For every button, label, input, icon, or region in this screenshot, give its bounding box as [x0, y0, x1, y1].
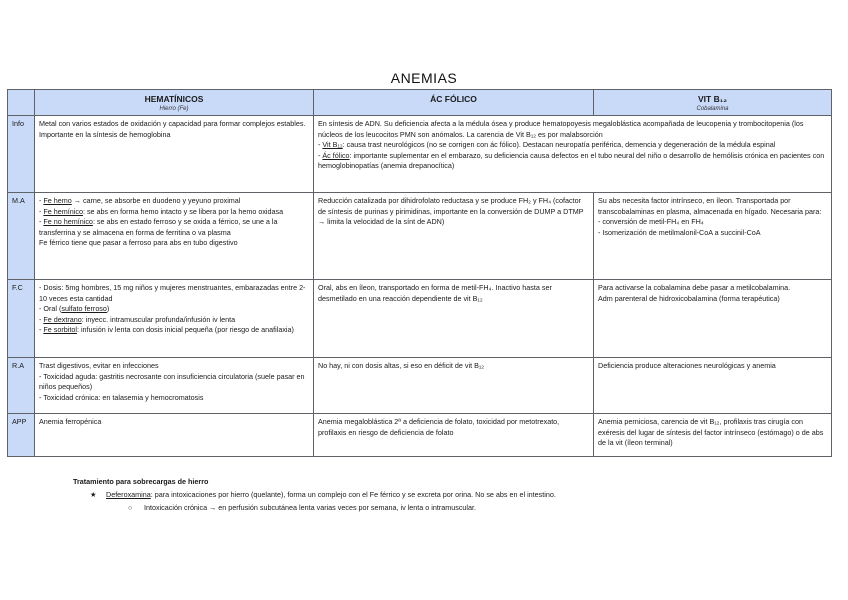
fc-fe-oral: - Oral (sulfato ferroso) — [39, 304, 110, 313]
header-hematinicos — [35, 90, 314, 116]
cell-app-fe: Anemia ferropénica — [35, 414, 314, 457]
fc-b12-line-1: Para activarse la cobalamina debe pasar a metilcobalamina. — [598, 283, 791, 292]
ra-fe-line-1: Trast digestivos, evitar en infecciones — [39, 361, 159, 370]
ma-fe-hemico: - Fe hemínico: se abs en forma hemo intacto y se libera por la hemo oxidasa — [39, 206, 284, 216]
ma-fe-ferrico: Fe férrico tiene que pasar a ferroso para abs en tubo digestivo — [39, 238, 238, 247]
cell-ma-fe — [35, 193, 314, 280]
row-label-ma: M.A — [8, 193, 35, 280]
ma-fe-nohemico: - Fe no hemínico: se abs en estado ferroso y se oxida a férrico, se une a la transferrina y se almacena en forma de ferritina o va plasma — [39, 217, 278, 237]
table-row-app — [8, 414, 832, 457]
header-vitb12-sub: Cobalamina — [696, 106, 729, 112]
ra-fe-line-3: - Toxicidad crónica: en talasemia y hemocromatosis — [39, 392, 204, 402]
page-title: ANEMIAS — [390, 70, 458, 86]
corner-cell — [8, 90, 35, 116]
table-row-fc — [8, 280, 832, 358]
intoxicacion-text: Intoxicación crónica → en perfusión subcutánea lenta varias veces por semana, iv lenta o intramuscular. — [144, 503, 477, 512]
table-header-row — [8, 90, 832, 116]
deferoxamina-text: : para intoxicaciones por hierro (quelante), forma un complejo con el Fe férrico y se excreta por orina. No se abs en el intestino. — [150, 490, 556, 499]
cell-info-fe: Metal con varios estados de oxidación y capacidad para formar complejos estables. Importante en la síntesis de hemoglobina — [35, 116, 314, 193]
circle-bullet-icon: ○ — [128, 503, 133, 512]
fc-b12-line-2: Adm parenteral de hidroxicobalamina (forma terapéutica) — [598, 293, 780, 303]
cell-ma-folico: Reducción catalizada por dihidrofolato reductasa y se produce FH₂ y FH₄ (cofactor de síntesis de purinas y pirimidinas, importante en la conversión de DUMP a DTMP → limita la velocidad de la sínt de ADN) — [314, 193, 594, 280]
footer-subbullet-intoxicacion — [73, 502, 813, 513]
cell-fc-b12 — [594, 280, 832, 358]
fc-fe-dosis: - Dosis: 5mg hombres, 15 mg niños y mujeres menstruantes, embarazadas entre 2-10 veces esta cantidad — [39, 283, 306, 303]
info-folico-af: - Ác fólico: importante suplementar en el embarazo, su deficiencia causa defectos en el tubo neural del niño o desarrollo de hemólisis crónica en pacientes con hemoglobinopatías (anemia drepanocítica) — [318, 150, 825, 170]
header-vitb12 — [594, 90, 832, 116]
fc-fe-sorbitol: - Fe sorbitol: infusión iv lenta con dosis inicial pequeña (por riesgo de anafilaxia) — [39, 325, 294, 334]
deferoxamina-term: Deferoxamina — [106, 490, 151, 499]
footer-bullet-deferoxamina — [73, 489, 813, 500]
cell-info-folico — [314, 116, 832, 193]
ra-fe-line-2: - Toxicidad aguda: gastritis necrosante con insuficiencia circulatoria (suele pasar en niños pequeños) — [39, 371, 305, 391]
cell-ra-b12: Deficiencia produce alteraciones neurológicas y anemia — [594, 358, 832, 414]
row-label-ra: R.A — [8, 358, 35, 414]
cell-ma-b12 — [594, 193, 832, 280]
header-acfolico — [314, 90, 594, 116]
cell-fc-folico: Oral, abs en íleon, transportado en forma de metil-FH₄. Inactivo hasta ser desmetilado en una reacción dependiente de vit B₁₂ — [314, 280, 594, 358]
cell-app-b12: Anemia perniciosa, carencia de vit B₁₂, profilaxis tras cirugía con exéresis del lugar de síntesis del factor intrínseco (estómago) o de abs de la vit (íleon terminal) — [594, 414, 832, 457]
cell-app-folico: Anemia megaloblástica 2ª a deficiencia de folato, toxicidad por metotrexato, profilaxis en riesgo de deficiencia de folato — [314, 414, 594, 457]
header-vitb12-label: VIT B₁₂ — [697, 94, 727, 104]
ma-fe-hemo: - Fe hemo → carne, se absorbe en duodeno y yeyuno proximal — [39, 196, 241, 205]
header-acfolico-label: ÁC FÓLICO — [430, 94, 477, 104]
ma-b12-line-3: - Isomerización de metilmalonil-CoA a succinil-CoA — [598, 227, 761, 237]
table-row-info — [8, 116, 832, 193]
cell-fc-fe — [35, 280, 314, 358]
footer-title: Tratamiento para sobrecargas de hierro — [73, 477, 209, 486]
header-hematinicos-label: HEMATÍNICOS — [144, 94, 204, 104]
header-hematinicos-sub: Hierro (Fe) — [159, 106, 189, 112]
table-row-ra — [8, 358, 832, 414]
ma-b12-line-1: Su abs necesita factor intrínseco, en íleon. Transportada por transcobalaminas en plasma, almacenada en hígado. Necesaria para: — [598, 196, 822, 216]
cell-ra-folico: No hay, ni con dosis altas, si eso en déficit de vit B₁₂ — [314, 358, 594, 414]
ma-b12-line-2: - conversión de metil-FH₄ en FH₄ — [598, 217, 704, 226]
anemias-table — [7, 89, 832, 457]
info-folico-b12: - Vit B₁₂: causa trast neurológicos (no se corrigen con ác fólico). Destacan neuropatía periférica, demencia y degeneración de la médula espinal — [318, 140, 776, 149]
row-label-fc: F.C — [8, 280, 35, 358]
footer-notes — [73, 476, 813, 513]
row-label-app: APP — [8, 414, 35, 457]
star-bullet-icon: ★ — [90, 490, 97, 499]
row-label-info: Info — [8, 116, 35, 193]
info-folico-main: En síntesis de ADN. Su deficiencia afecta a la médula ósea y produce hematopoyesis megaloblástica acompañada de leucopenia y trombocitopenia (los núcleos de los leucocitos PMN son anómalos. La carencia de Vit B₁₂ es por malabsorción — [318, 119, 804, 139]
fc-fe-dextrano: - Fe dextrano: inyecc. intramuscular profunda/infusión iv lenta — [39, 314, 236, 324]
table-row-ma — [8, 193, 832, 280]
cell-ra-fe — [35, 358, 314, 414]
